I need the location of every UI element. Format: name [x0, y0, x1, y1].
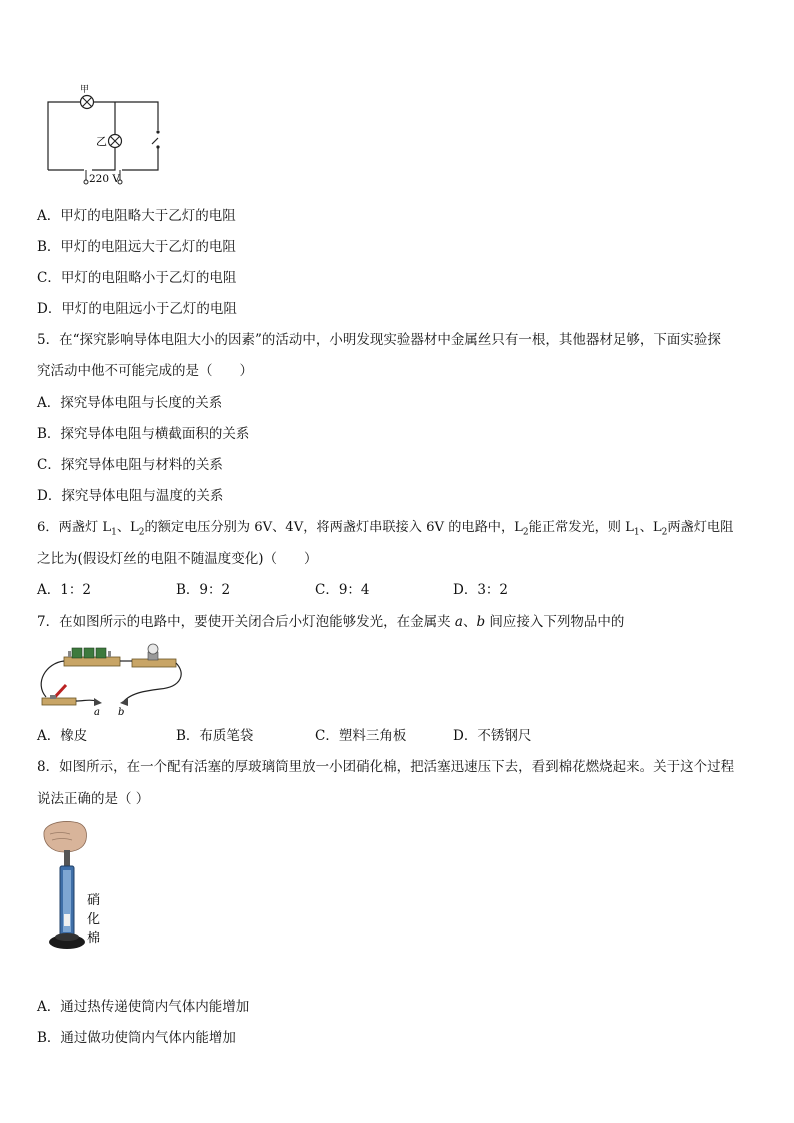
- q5-option-c: C．探究导体电阻与材料的关系: [37, 457, 223, 473]
- metal-clip-b-icon: [120, 698, 128, 706]
- lamp-jia-icon: [81, 96, 94, 109]
- q4-option-c: C．甲灯的电阻略小于乙灯的电阻: [37, 270, 237, 286]
- clip-a-label: a: [94, 707, 100, 718]
- cotton-label-1: 硝: [87, 893, 101, 908]
- q4-option-d: D．甲灯的电阻远小于乙灯的电阻: [37, 301, 237, 317]
- bulb-holder-icon: [132, 644, 176, 667]
- q6-option-a: A．1：2: [37, 582, 91, 598]
- q5-option-b: B．探究导体电阻与横截面积的关系: [37, 426, 250, 442]
- q5-stem-line1: 5．在“探究影响导体电阻大小的因素”的活动中，小明发现实验器材中金属丝只有一根，其他器材足够，下面实验探: [37, 332, 721, 348]
- q6-option-c: C．9：4: [315, 582, 370, 598]
- q6-option-b: B．9：2: [176, 582, 231, 598]
- q7-option-b: B．布质笔袋: [176, 728, 254, 744]
- q4-option-b: B．甲灯的电阻远大于乙灯的电阻: [37, 239, 236, 255]
- lamp-yi-icon: [109, 135, 122, 148]
- q5-option-d: D．探究导体电阻与温度的关系: [37, 488, 224, 504]
- q7-option-a: A．橡皮: [37, 728, 88, 744]
- q7-stem: 7．在如图所示的电路中，要使开关闭合后小灯泡能够发光，在金属夹 a、b 间应接入下列物品中的: [37, 614, 625, 630]
- q4-option-a: A．甲灯的电阻略大于乙灯的电阻: [37, 208, 236, 224]
- lamp-yi-label: 乙: [96, 135, 107, 148]
- q7-option-d: D．不锈钢尺: [453, 728, 532, 744]
- q8-fire-syringe-figure: [40, 820, 110, 955]
- metal-clip-a-icon: [94, 698, 102, 706]
- q5-stem-line2: 究活动中他不可能完成的是（ ）: [37, 363, 253, 379]
- q8-stem-line2: 说法正确的是（ ）: [37, 791, 150, 807]
- clip-b-label: b: [118, 707, 125, 718]
- cotton-label-2: 化: [87, 912, 101, 927]
- battery-holder-icon: [64, 648, 120, 666]
- q8-option-b: B．通过做功使筒内气体内能增加: [37, 1030, 236, 1046]
- q4-circuit-diagram: [40, 82, 170, 192]
- base-stand-icon: [49, 933, 85, 949]
- q8-stem-line1: 8．如图所示，在一个配有活塞的厚玻璃筒里放一小团硝化棉，把活塞迅速压下去，看到棉花燃烧起来。关于这个过程: [37, 759, 735, 775]
- q5-option-a: A．探究导体电阻与长度的关系: [37, 395, 223, 411]
- knife-switch-icon: [42, 685, 76, 705]
- q7-circuit-figure: [36, 643, 186, 718]
- glass-cylinder-icon: [60, 850, 74, 936]
- q7-option-c: C．塑料三角板: [315, 728, 407, 744]
- q6-stem-line2: 之比为(假设灯丝的电阻不随温度变化)（ ）: [37, 551, 318, 567]
- voltage-label: 220 V: [89, 173, 120, 185]
- lamp-jia-label: 甲: [80, 85, 90, 95]
- hand-icon: [44, 821, 87, 852]
- q6-option-d: D．3：2: [453, 582, 509, 598]
- cotton-label-3: 棉: [87, 931, 101, 946]
- q6-stem-line1: 6．两盏灯 $L_1$、$L_2$的额定电压分别为 6V、4V，将两盏灯串联接入 6V 的电路中，$L_2$能正常发光，则 $L_1$、$L_2$两盏灯电阻: [37, 520, 734, 538]
- q8-option-a: A．通过热传递使筒内气体内能增加: [37, 999, 250, 1015]
